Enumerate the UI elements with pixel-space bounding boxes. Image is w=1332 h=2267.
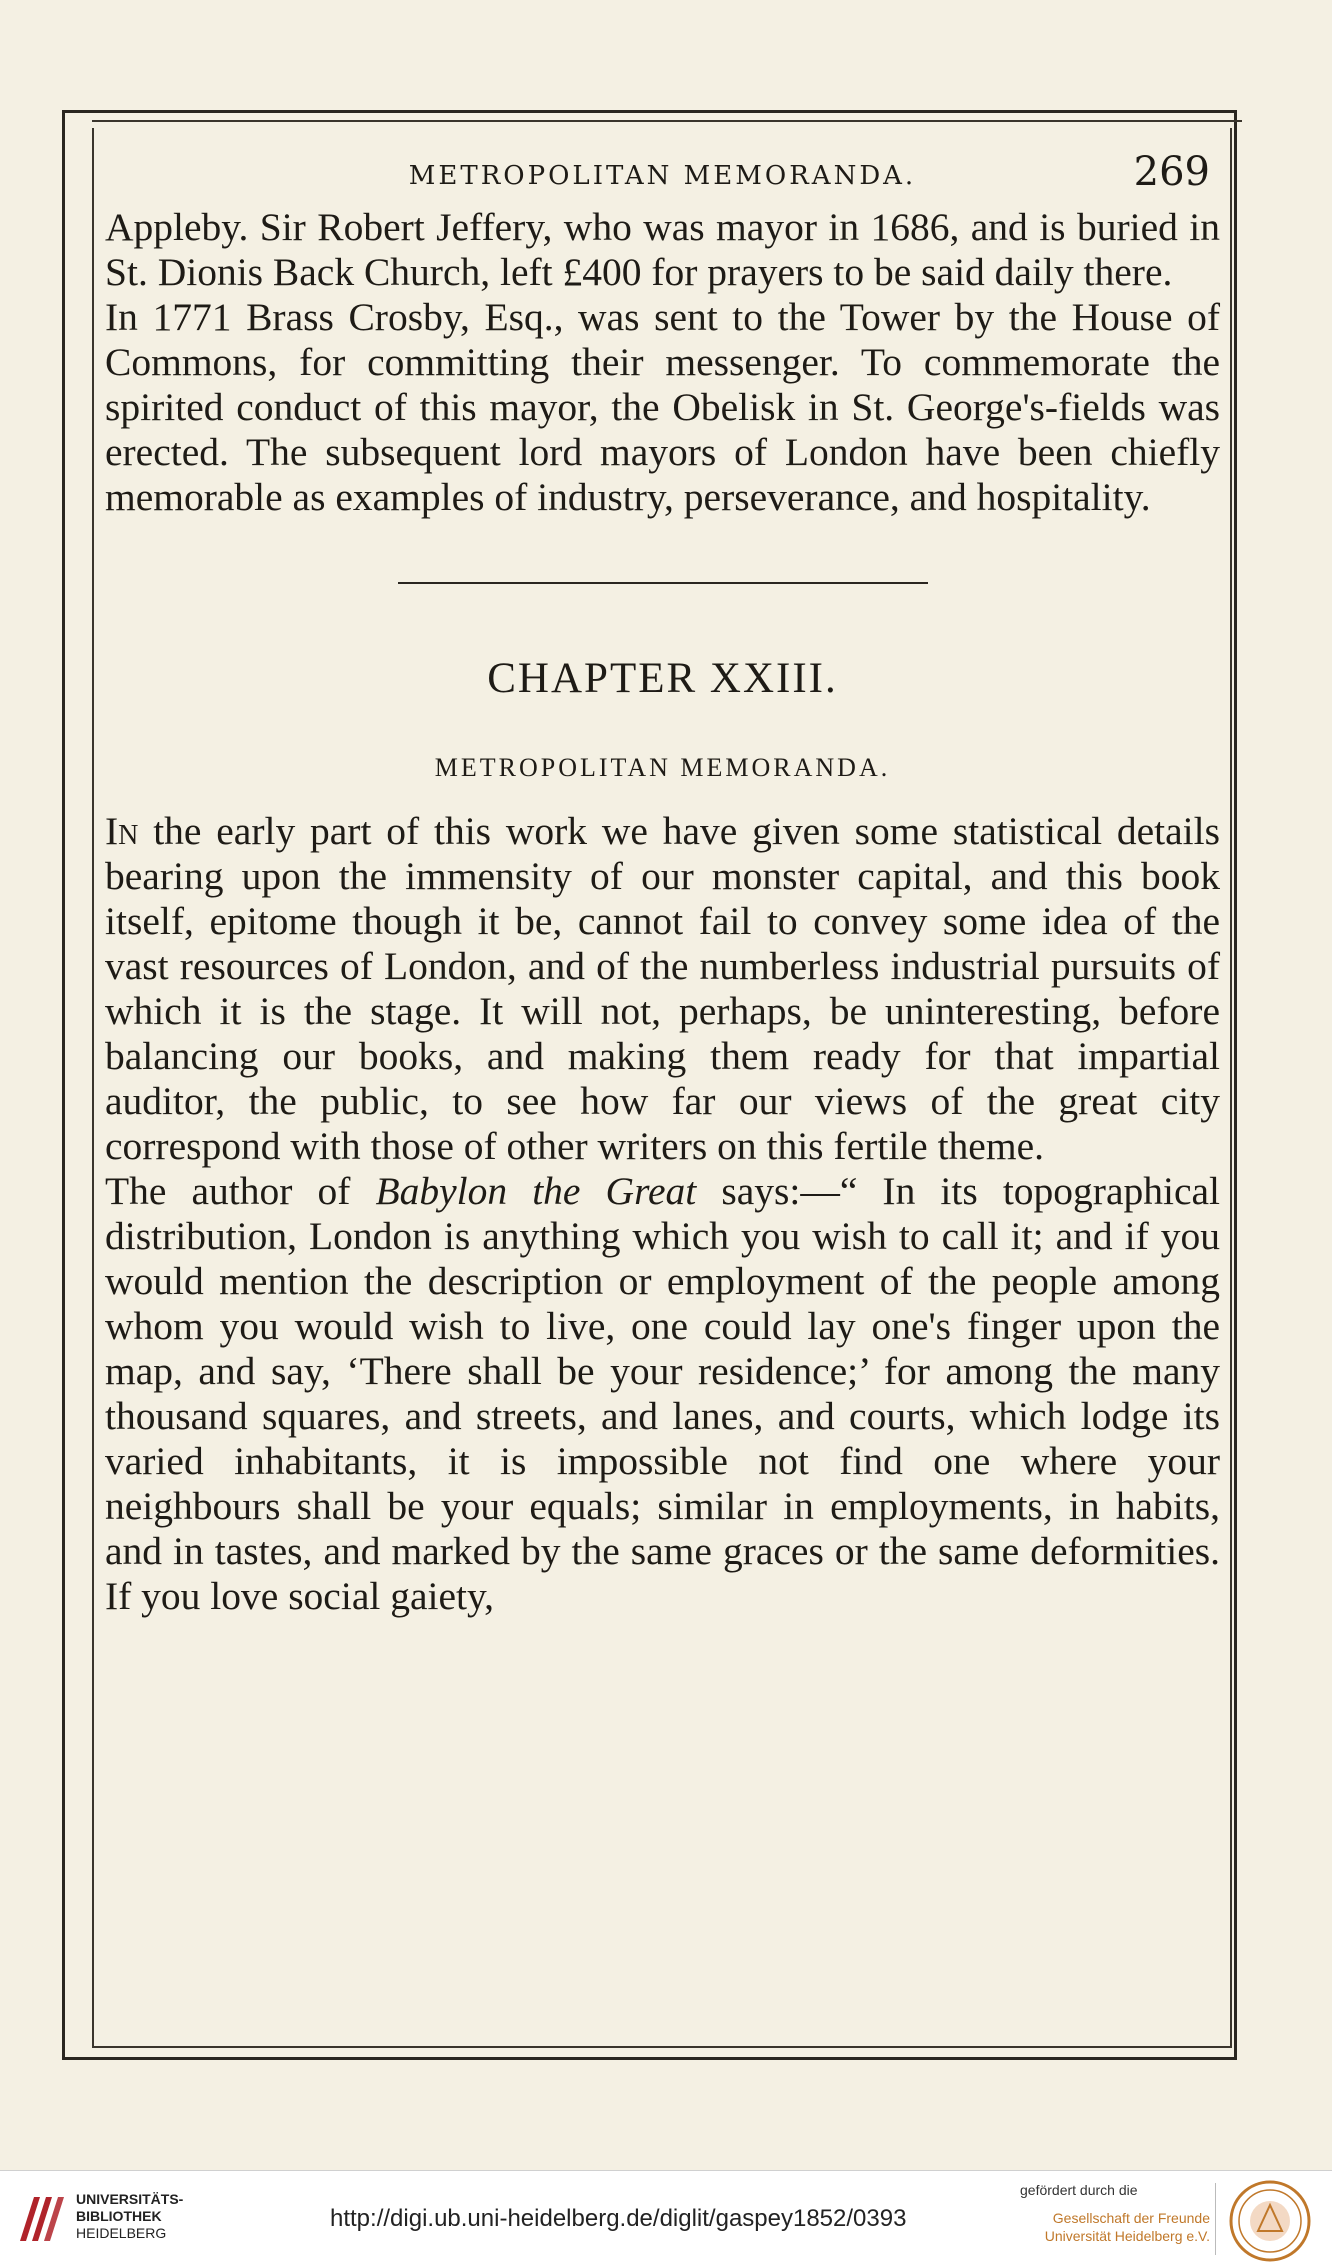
page-number: 269 [1133, 149, 1210, 195]
section-rule [398, 582, 928, 584]
page-content [105, 145, 1220, 1619]
permalink-url[interactable]: http://digi.ub.uni-heidelberg.de/diglit/gaspey1852/0393 [330, 2205, 907, 2232]
library-logo-icon [14, 2189, 66, 2249]
chapter-heading: CHAPTER XXIII. [487, 655, 838, 702]
sponsor-by: gefördert durch die [1020, 2182, 1138, 2198]
library-name-line: HEIDELBERG [76, 2225, 167, 2241]
running-head [105, 145, 1220, 205]
viewer-footer [0, 2170, 1332, 2267]
continued-text [105, 205, 1220, 520]
paragraph-text: the early part of this work we have given some statistical details bearing upon the immensity of our monster capital, and this book itself, epitome though it be, cannot fail to convey some idea of the vast resources of London, and of the numberless industrial pursuits of which it is the stage. It will not, perhaps, be uninteresting, before balancing our books, and making them ready for that impartial auditor, the public, to see how far our views of the great city correspond with those of other writers on this fertile theme. [105, 809, 1220, 1168]
footer-divider [1215, 2183, 1216, 2255]
book-title: Babylon the Great [375, 1169, 697, 1213]
university-seal-icon [1228, 2179, 1312, 2263]
paragraph [105, 809, 1220, 1169]
sponsor-name-line: Universität Heidelberg e.V. [1044, 2228, 1210, 2244]
library-name [76, 2191, 183, 2242]
chapter-text [105, 809, 1220, 1619]
paragraph-text: The author of [105, 1169, 376, 1213]
library-name-line: BIBLIOTHEK [76, 2208, 162, 2224]
sponsor-block [1010, 2181, 1210, 2245]
paragraph: In 1771 Brass Crosby, Esq., was sent to the Tower by the House of Commons, for committing their messenger. To commemorate the spirited conduct of this mayor, the Obelisk in St. George's-fields was erected. The subsequent lord mayors of London have been chiefly memorable as examples of industry, perseverance, and hospitality. [105, 295, 1220, 519]
paragraph-text: says:—“ In its topographical distribution, London is anything which you wish to call it; and if you would mention the description or employment of the people among whom you would wish to live, one could lay one's finger upon the map, and say, ‘There shall be your residence;’ for among the many thousand squares, and streets, and lanes, and courts, which lodge its varied inhabitants, it is impossible not find one where your neighbours shall be your equals; similar in employments, in habits, and in tastes, and marked by the same graces or the same deformities. If you love social gaiety, [105, 1169, 1220, 1618]
paragraph: Appleby. Sir Robert Jeffery, who was mayor in 1686, and is buried in St. Dionis Back Church, left £400 for prayers to be said daily there. [105, 205, 1220, 294]
drop-lead: In [105, 809, 139, 853]
library-name-line: UNIVERSITÄTS- [76, 2191, 184, 2207]
sponsor-name-line: Gesellschaft der Freunde [1052, 2210, 1210, 2226]
page-border-top [92, 120, 1242, 122]
paragraph [105, 1169, 1220, 1619]
chapter-subheading: METROPOLITAN MEMORANDA. [434, 753, 891, 782]
running-head-title: METROPOLITAN MEMORANDA. [408, 161, 917, 191]
